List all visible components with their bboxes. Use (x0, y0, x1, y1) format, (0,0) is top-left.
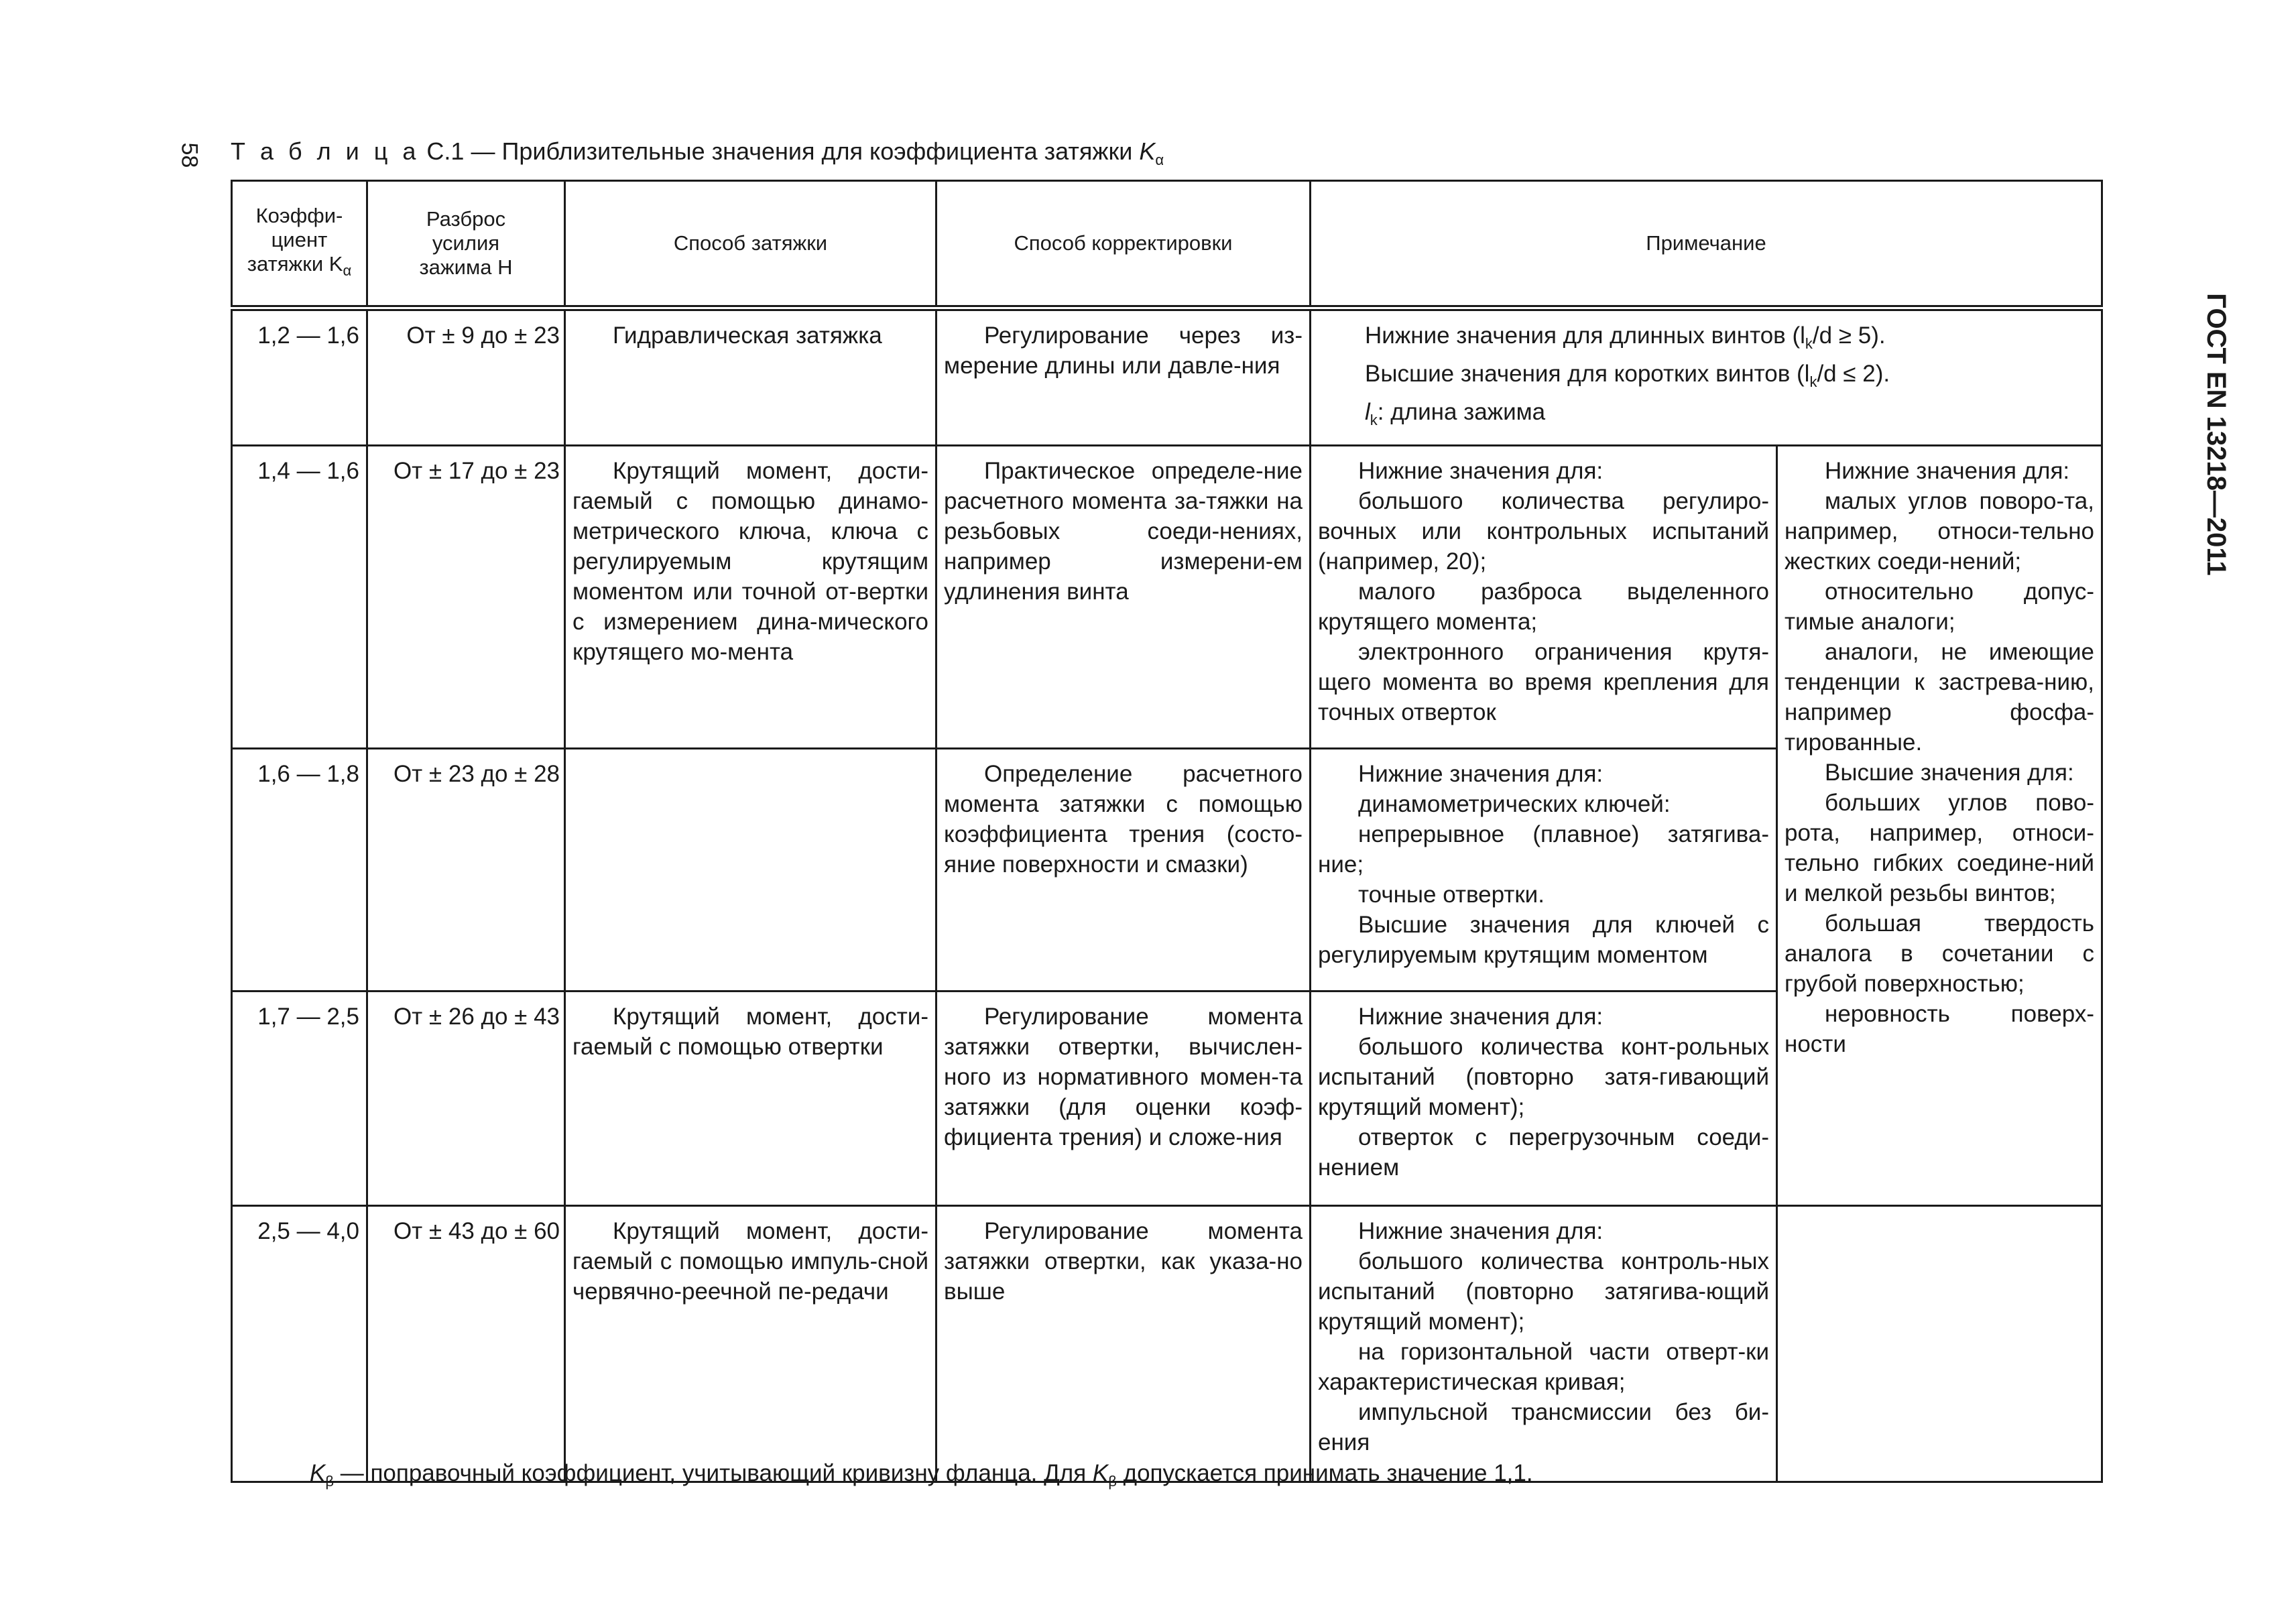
cell-spread: От ± 17 до ± 23 (367, 446, 565, 749)
cell-correction: Определение расчетного момента затяжки с помощью коэффициента трения (состо-яние поверхности и смазки) (936, 749, 1311, 991)
table-title-number: С.1 (426, 137, 465, 165)
cell-note (1311, 308, 2102, 446)
header-coefficient: Коэффи- циент затяжки $K_\alpha$ (232, 181, 367, 308)
cell-correction: Регулирование момента затяжки отвертки, вычислен-ного из нормативного момен-та затяжки (для оценки коэф-фициента трения) и сложе-ния (936, 991, 1311, 1206)
cell-method: Гидравлическая затяжка (565, 308, 936, 446)
note-line: Нижние значения для длинных винтов $(l_k/d \ge 5)$. (1365, 322, 1886, 352)
cell-method: Крутящий момент, дости-гаемый с помощью импуль-сной червячно-реечной пе-редачи (565, 1206, 936, 1482)
cell-note-a: Нижние значения для: большого количества контроль-ных испытаний (повторно затягива-ющий крутящий момент); на горизонтальной части отверт-ки характеристическая кривая; импульсной трансмиссии без би-ения (1311, 1206, 1777, 1482)
cell-coefficient: 1,6 — 1,8 (232, 749, 367, 991)
cell-note-a: Нижние значения для: динамометрических ключей: непрерывное (плавное) затягива-ние; точные отвертки. Высшие значения для ключей с регулируемым крутящим моментом (1311, 749, 1777, 991)
cell-empty (1777, 1206, 2102, 1482)
cell-spread: От ± 23 до ± 28 (367, 749, 565, 991)
cell-coefficient: 1,7 — 2,5 (232, 991, 367, 1206)
table-title-symbol-sub: α (1155, 152, 1164, 169)
footnote: $K_\beta$ — поправочный коэффициент, учитывающий кривизну фланца. Для $K_\beta$ допускается принимать значение 1,1. (310, 1460, 1533, 1490)
page-number: 58 (176, 142, 202, 168)
table-row (232, 308, 2102, 446)
tightening-factor-table (231, 180, 2103, 1483)
cell-spread: От ± 9 до ± 23 (367, 308, 565, 446)
table-title (231, 137, 1164, 169)
cell-correction: Практическое определе-ние расчетного момента за-тяжки на резьбовых соеди-нениях, например измерени-ем удлинения винта (936, 446, 1311, 749)
note-line: $l_k$: длина зажима (1365, 399, 1546, 428)
cell-method: Крутящий момент, дости-гаемый с помощью динамо-метрического ключа, ключа с регулируемым крутящим моментом или точной от-вертки с измерением дина-мического крутящего мо-мента (565, 446, 936, 749)
cell-coefficient: 1,2 — 1,6 (232, 308, 367, 446)
header-spread: Разброс усилия зажима Н (367, 181, 565, 308)
table-row (232, 446, 2102, 749)
cell-coefficient: 1,4 — 1,6 (232, 446, 367, 749)
note-line: Высшие значения для коротких винтов $(l_k/d \le 2)$. (1365, 361, 1890, 390)
cell-spread: От ± 26 до ± 43 (367, 991, 565, 1206)
cell-note-a: Нижние значения для: большого количества конт-рольных испытаний (повторно затя-гивающий крутящий момент); отверток с перегрузочным соеди-нением (1311, 991, 1777, 1206)
cell-method: Крутящий момент, дости-гаемый с помощью отвертки (565, 991, 936, 1206)
cell-method (565, 749, 936, 991)
table-title-symbol: K (1139, 137, 1156, 165)
header-correction: Способ корректировки (936, 181, 1311, 308)
cell-note-a: Нижние значения для: большого количества регулиро-вочных или контрольных испытаний (например, 20); малого разброса выделенного крутящего момента; электронного ограничения крутя-щего момента во время крепления для точных отверток (1311, 446, 1777, 749)
table-row (232, 1206, 2102, 1482)
cell-correction: Регулирование момента затяжки отвертки, как указа-но выше (936, 1206, 1311, 1482)
header-note: Примечание (1311, 181, 2102, 308)
header-method: Способ затяжки (565, 181, 936, 308)
cell-correction: Регулирование через из-мерение длины или давле-ния (936, 308, 1311, 446)
cell-coefficient: 2,5 — 4,0 (232, 1206, 367, 1482)
cell-shared-note: Нижние значения для: малых углов поворо-та, например, относи-тельно жестких соеди-нений; относительно допус-тимые аналоги; аналоги, не имеющие тенденции к застрева-нию, например фосфа-тированные. Высшие значения для: больших углов пово-рота, например, относи-тельно гибких соедине-ний и мелкой резьбы винтов; большая твердость аналога в сочетании с грубой поверхностью; неровность поверх-ности (1777, 446, 2102, 1206)
table-title-prefix: Т а б л и ц а (231, 137, 420, 165)
cell-spread: От ± 43 до ± 60 (367, 1206, 565, 1482)
standard-code: ГОСТ EN 13218—2011 (2201, 293, 2231, 576)
table-header-row (232, 181, 2102, 308)
table-title-text: — Приблизительные значения для коэффициента затяжки (471, 137, 1133, 165)
